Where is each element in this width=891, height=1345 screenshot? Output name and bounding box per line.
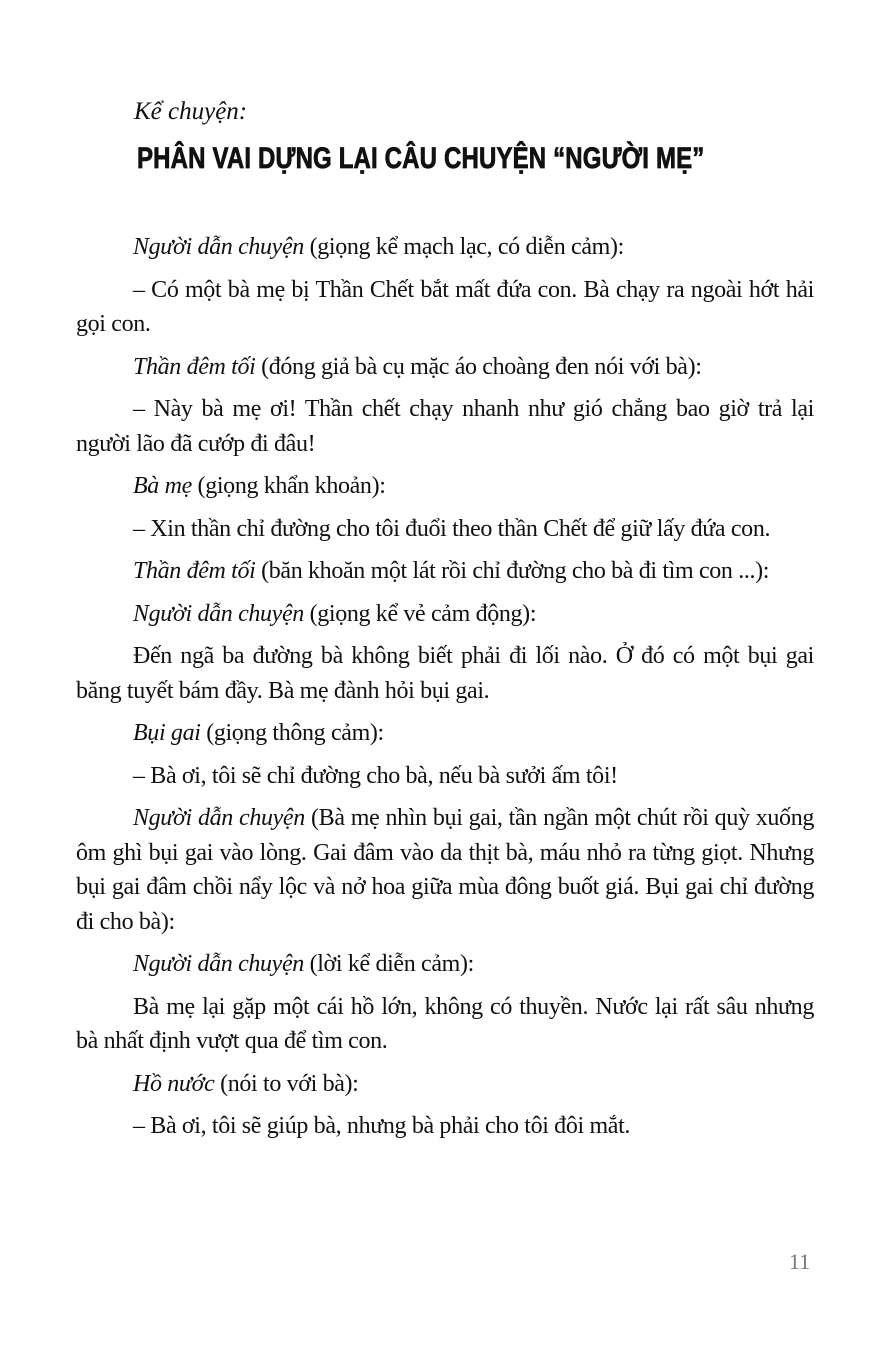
paragraph-text: (nói to với bà): bbox=[214, 1070, 359, 1097]
speaker-name: Thần đêm tối bbox=[133, 353, 256, 380]
paragraph-text: Bà mẹ lại gặp một cái hồ lớn, không có thuyền. Nước lại rất sâu nhưng bà nhất định vượt qua để tìm con. bbox=[76, 993, 814, 1054]
story-body bbox=[76, 230, 814, 1152]
dialogue-cue bbox=[76, 597, 814, 632]
dialogue-cue bbox=[76, 801, 814, 939]
speaker-name: Người dẫn chuyện bbox=[133, 805, 305, 831]
dialogue-line bbox=[76, 512, 814, 547]
speaker-name: Bà mẹ bbox=[133, 473, 192, 499]
speaker-name: Người dẫn chuyện bbox=[133, 600, 304, 627]
paragraph-text: (giọng kể vẻ cảm động): bbox=[303, 600, 537, 627]
paragraph-text: Đến ngã ba đường bà không biết phải đi lối nào. Ở đó có một bụi gai băng tuyết bám đầy. Bà mẹ đành hỏi bụi gai. bbox=[76, 643, 814, 704]
speaker-name: Bụi gai bbox=[133, 720, 201, 746]
paragraph-text: (giọng kể mạch lạc, có diễn cảm): bbox=[303, 234, 624, 260]
paragraph-text: (lời kể diễn cảm): bbox=[303, 951, 474, 977]
dialogue-cue bbox=[76, 947, 814, 982]
dialogue-line bbox=[76, 759, 814, 794]
paragraph-text: – Bà ơi, tôi sẽ giúp bà, nhưng bà phải cho tôi đôi mắt. bbox=[133, 1113, 631, 1139]
dialogue-cue bbox=[76, 350, 814, 385]
dialogue-cue bbox=[76, 716, 814, 751]
dialogue-line bbox=[76, 990, 814, 1059]
speaker-name: Hồ nước bbox=[133, 1070, 215, 1097]
dialogue-cue bbox=[76, 469, 814, 504]
dialogue-cue bbox=[76, 230, 814, 265]
dialogue-cue bbox=[76, 554, 814, 589]
paragraph-text: (Bà mẹ nhìn bụi gai, tần ngần một chút rồi quỳ xuống ôm ghì bụi gai vào lòng. Gai đâm vào da thịt bà, máu nhỏ ra từng giọt. Nhưng bụi gai đâm chồi nẩy lộc và nở hoa giữa mùa đông buốt giá. Bụi gai chỉ đường đi cho bà): bbox=[76, 805, 814, 935]
paragraph-text: – Xin thần chỉ đường cho tôi đuổi theo thần Chết để giữ lấy đứa con. bbox=[133, 515, 771, 542]
paragraph-text: (băn khoăn một lát rồi chỉ đường cho bà đi tìm con ...): bbox=[255, 558, 770, 584]
speaker-name: Thần đêm tối bbox=[133, 558, 256, 584]
page-title: PHÂN VAI DỰNG LẠI CÂU CHUYỆN “NGƯỜI MẸ” bbox=[137, 142, 705, 175]
dialogue-line bbox=[76, 639, 814, 708]
paragraph-text: – Có một bà mẹ bị Thần Chết bắt mất đứa con. Bà chạy ra ngoài hớt hải gọi con. bbox=[76, 276, 814, 337]
page-number: 11 bbox=[789, 1249, 811, 1274]
section-kicker: Kể chuyện: bbox=[134, 98, 248, 125]
dialogue-line bbox=[76, 1109, 814, 1144]
paragraph-text: (đóng giả bà cụ mặc áo choàng đen nói với bà): bbox=[255, 353, 702, 380]
paragraph-text: (giọng thông cảm): bbox=[200, 720, 384, 746]
dialogue-line bbox=[76, 273, 814, 342]
dialogue-cue bbox=[76, 1067, 814, 1102]
paragraph-text: – Bà ơi, tôi sẽ chỉ đường cho bà, nếu bà sưởi ấm tôi! bbox=[133, 762, 618, 789]
speaker-name: Người dẫn chuyện bbox=[133, 234, 304, 260]
paragraph-text: (giọng khẩn khoản): bbox=[191, 473, 386, 499]
speaker-name: Người dẫn chuyện bbox=[133, 951, 304, 977]
dialogue-line bbox=[76, 392, 814, 461]
paragraph-text: – Này bà mẹ ơi! Thần chết chạy nhanh như gió chẳng bao giờ trả lại người lão đã cướp đi đâu! bbox=[76, 396, 814, 457]
